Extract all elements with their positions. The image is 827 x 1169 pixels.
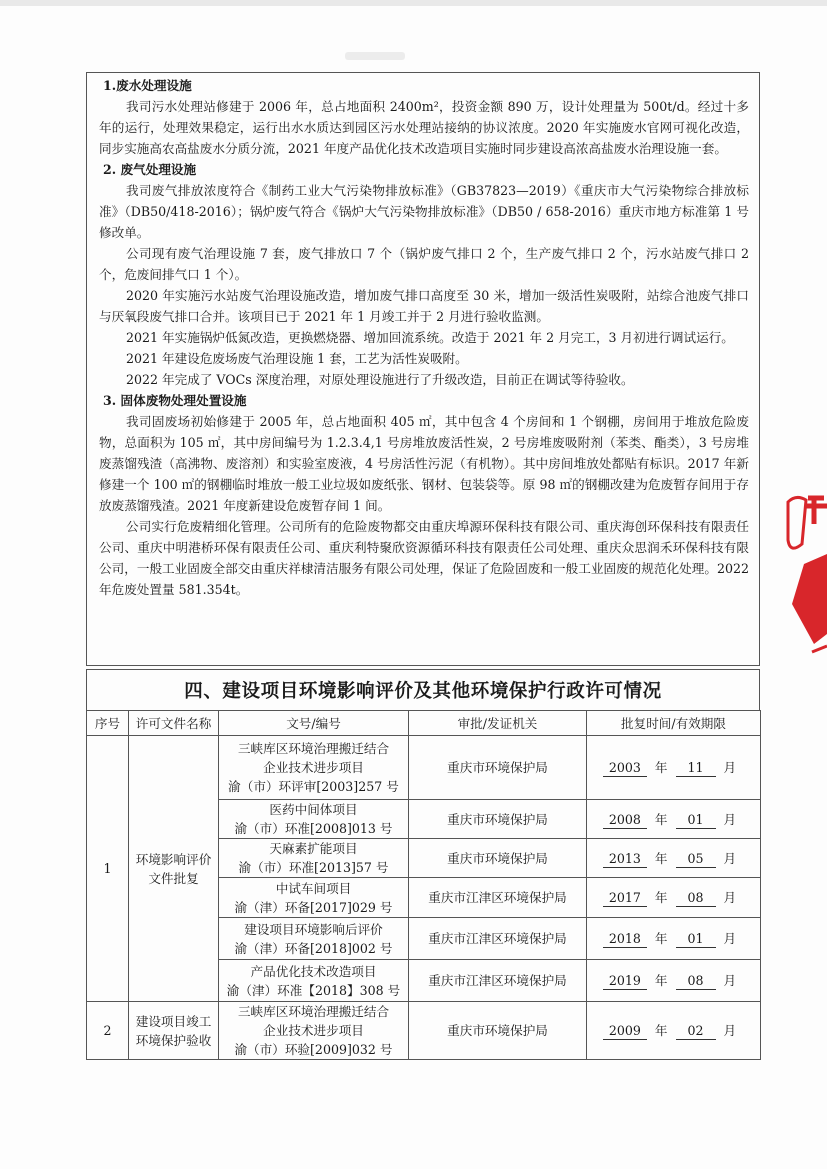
approval-date-cell [587,736,761,800]
paragraph: 公司实行危废精细化管理。公司所有的危险废物都交由重庆埠源环保科技有限公司、重庆海创环保科技有限责任公司、重庆中明港桥环保有限责任公司、重庆利特聚欣资源循环科技有限责任公司处理、重庆众思润禾环保科技有限公司，一般工业固废全部交由重庆祥棣清洁服务有限公司处理，保证了危险固废和一般工业固废的规范化处理。2022 年危废处置量 581.354t。 [99,519,749,597]
year-unit: 年 [654,1023,668,1038]
approval-month: 11 [676,759,716,777]
section-heading: 2. 废气处理设施 [103,162,197,177]
document-number-cell [219,800,409,839]
approval-date-cell [587,918,761,960]
document-line: 渝（市）环准[2008]013 号 [234,821,393,836]
permit-table [86,710,761,1060]
table-row [87,736,761,800]
row-number-cell: 2 [87,1002,129,1060]
approval-month: 08 [676,972,716,990]
paragraph: 2020 年实施污水站废气治理设施改造，增加废气排口高度至 30 米，增加一级活性炭吸附，站综合池废气排口与厌氧段废气排口合并。该项目已于 2021 年 1 月竣工并于 2 月进行验收监测。 [99,288,749,324]
month-unit: 月 [723,811,737,827]
permit-table-body [87,736,761,1060]
document-line: 渝（津）环备[2018]002 号 [234,940,393,956]
approval-date-cell [587,960,761,1002]
permit-name-line: 建设项目竣工 [135,1013,212,1029]
document-line: 企业技术进步项目 [263,760,364,775]
section-heading: 3. 固体废物处理处置设施 [103,393,247,408]
document-line: 企业技术进步项目 [263,1023,364,1038]
table-row [87,1002,761,1060]
paragraph: 我司废气排放浓度符合《制药工业大气污染物排放标准》（GB37823—2019）《重庆市大气污染物综合排放标准》（DB50/418-2016）；锅炉废气符合《锅炉大气污染物排放标准》（DB50 / 658-2016）重庆市地方标准第 1 号修改单。 [99,183,749,240]
month-unit: 月 [723,1023,737,1038]
paragraph: 2022 年完成了 VOCs 深度治理，对原处理设施进行了升级改造，目前正在调试等待验收。 [126,372,634,387]
solid-waste-section [99,390,749,600]
paragraph: 2021 年实施锅炉低氮改造，更换燃烧器、增加回流系统。改造于 2021 年 2 月完工，3 月初进行调试运行。 [126,330,734,345]
paragraph: 我司固废场初始修建于 2005 年，总占地面积 405 ㎡，其中包含 4 个房间和 1 个钢棚，房间用于堆放危险废物，总面积为 105 ㎡，其中房间编号为 1.2.3.4,1 号房堆放废活性炭，2 号房堆废吸附剂（苯类、酯类），3 号房堆废蒸馏残渣（高沸物、废溶剂）和实验室废液，4 号房活性污泥（有机物）。其中房间堆放处都贴有标识。2017 年新修建一个 100 ㎡的钢棚临时堆放一般工业垃圾如废纸张、钢材、包装袋等。原 98 ㎡的钢棚改建为危废暂存间用于存放废蒸馏残渣。2021 年度新建设危废暂存间 1 间。 [99,414,749,513]
document-number-cell [219,1002,409,1060]
document-line: 三峡库区环境治理搬迁结合 [237,741,390,756]
year-unit: 年 [654,931,668,946]
paragraph: 公司现有废气治理设施 7 套，废气排放口 7 个（锅炉废气排口 2 个，生产废气排口 2 个，污水站废气排口 2 个，危废间排气口 1 个）。 [99,246,749,282]
month-unit: 月 [723,931,737,946]
permit-name-line: 环境保护验收 [135,1032,212,1048]
month-unit: 月 [723,890,737,905]
document-line: 天麻素扩能项目 [269,841,358,856]
scan-top-edge [0,0,827,6]
approval-year: 2019 [603,972,647,990]
header-cell: 许可文件名称 [129,711,219,736]
document-number-cell [219,736,409,800]
document-number-cell [219,918,409,960]
year-unit: 年 [654,973,668,988]
authority-cell: 重庆市环境保护局 [409,839,587,878]
approval-year: 2003 [603,759,647,777]
wastewater-section [99,75,749,159]
stamp-stroke [812,646,827,652]
header-cell: 批复时间/有效期限 [587,711,761,736]
document-number-cell [219,878,409,918]
document-line: 中试车间项目 [275,880,352,896]
authority-cell: 重庆市环境保护局 [409,800,587,839]
stamp-stroke [806,498,827,524]
authority-cell: 重庆市江津区环境保护局 [409,960,587,1002]
approval-date-cell [587,839,761,878]
approval-year: 2009 [603,1022,647,1040]
stamp-stroke [788,497,806,548]
year-unit: 年 [654,760,668,775]
approval-month: 05 [676,850,716,868]
document-line: 渝（津）环准【2018】308 号 [226,982,401,998]
section-heading: 1.废水处理设施 [103,78,192,93]
permit-name-line: 文件批复 [148,870,199,886]
authority-cell: 重庆市江津区环境保护局 [409,878,587,918]
paragraph: 我司污水处理站修建于 2006 年，总占地面积 2400m²，投资金额 890 万，设计处理量为 500t/d。经过十多年的运行，处理效果稳定，运行出水水质达到园区污水处理站接纳的协议浓度。2020 年实施废水官网可视化改造，同步实施高农高盐废水分质分流，2021 年度产品优化技术改造项目实施时同步建设高浓高盐废水治理设施一套。 [99,99,749,156]
year-unit: 年 [654,850,668,866]
month-unit: 月 [723,973,737,988]
document-number-cell [219,960,409,1002]
approval-year: 2008 [603,811,647,829]
document-line: 三峡库区环境治理搬迁结合 [237,1004,390,1019]
stamp-star-fill [792,554,827,644]
approval-month: 01 [676,811,716,829]
document-line: 渝（津）环备[2017]029 号 [234,899,393,915]
approval-year: 2018 [603,930,647,948]
table-header-row [87,711,761,736]
month-unit: 月 [723,760,737,775]
faint-header-mark [345,52,405,60]
approval-date-cell [587,1002,761,1060]
red-stamp-fragment [784,484,827,674]
authority-cell: 重庆市江津区环境保护局 [409,918,587,960]
approval-year: 2017 [603,889,647,907]
header-cell: 序号 [87,711,129,736]
year-unit: 年 [654,811,668,827]
approval-year: 2013 [603,850,647,868]
approval-date-cell [587,878,761,918]
approval-date-cell [587,800,761,839]
header-cell: 审批/发证机关 [409,711,587,736]
exhaust-gas-section [99,159,749,390]
month-unit: 月 [723,850,737,866]
document-number-cell [219,839,409,878]
document-line: 医药中间体项目 [269,802,358,817]
facilities-description-box [86,72,760,666]
permit-name-line: 环境影响评价 [135,851,212,867]
document-line: 建设项目环境影响后评价 [244,921,383,937]
authority-cell: 重庆市环境保护局 [409,1002,587,1060]
section-4-title: 四、建设项目环境影响评价及其他环境保护行政许可情况 [86,669,760,711]
row-number-cell: 1 [87,736,129,1002]
approval-month: 01 [676,930,716,948]
authority-cell: 重庆市环境保护局 [409,736,587,800]
permit-name-cell [129,736,219,1002]
header-cell: 文号/编号 [219,711,409,736]
paragraph: 2021 年建设危废场废气治理设施 1 套，工艺为活性炭吸附。 [126,351,468,366]
approval-month: 02 [676,1022,716,1040]
document-line: 产品优化技术改造项目 [250,963,377,979]
permit-name-cell [129,1002,219,1060]
document-line: 渝（市）环评审[2003]257 号 [228,779,399,794]
document-line: 渝（市）环验[2009]032 号 [234,1042,393,1057]
stamp-shape [788,497,827,652]
approval-month: 08 [676,889,716,907]
document-line: 渝（市）环准[2013]57 号 [238,860,389,875]
year-unit: 年 [654,890,668,905]
